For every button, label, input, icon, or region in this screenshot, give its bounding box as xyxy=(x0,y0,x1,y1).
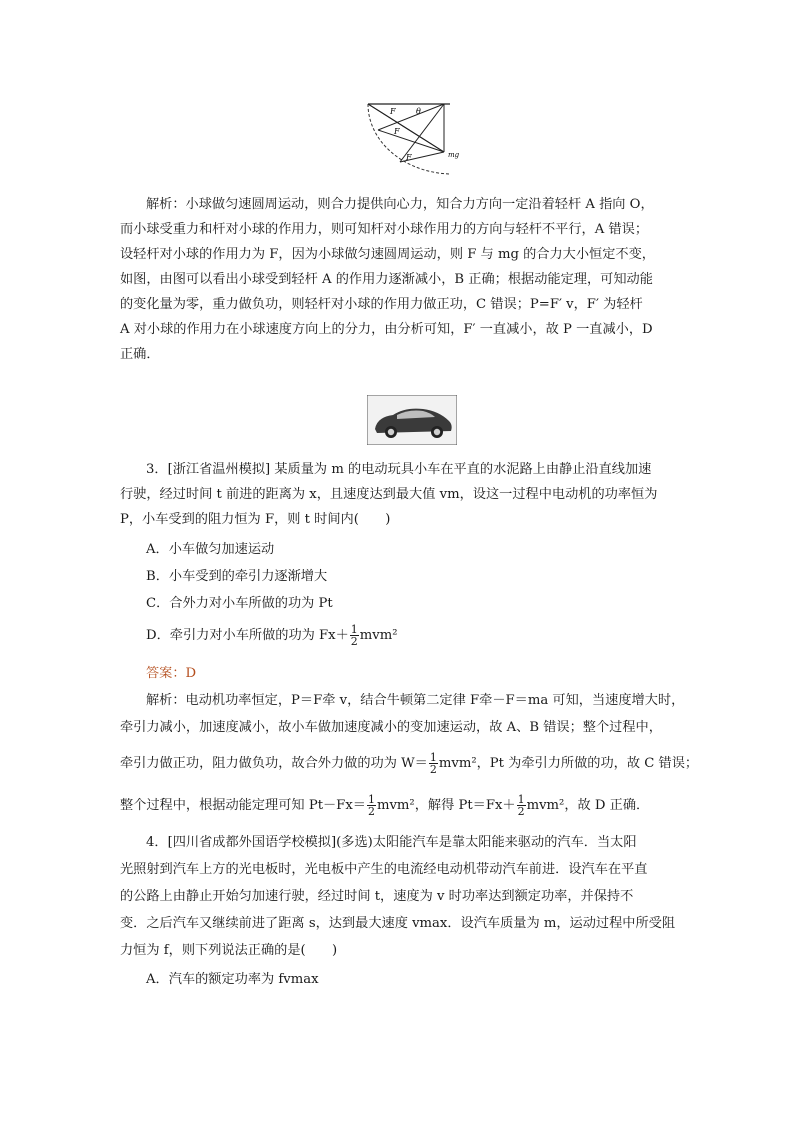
analysis-line-4: 如图，由图可以看出小球受到轻杆 A 的作用力逐渐减小，B 正确；根据动能定理，可知动能 xyxy=(120,272,653,287)
toy-car-image xyxy=(367,395,457,445)
q3-stem-line-1: 3．[浙江省温州模拟] 某质量为 m 的电动玩具小车在平直的水泥路上由静止沿直线加速 xyxy=(146,462,652,477)
analysis-line-1: 解析：小球做匀速圆周运动，则合力提供向心力，知合力方向一定沿着轻杆 A 指向 O， xyxy=(146,197,654,212)
q4-stem-line-5: 力恒为 f，则下列说法正确的是( ) xyxy=(120,943,338,958)
q3-analysis-line-1: 解析：电动机功率恒定，P＝F牵 v，结合牛顿第二定律 F牵－F＝ma 可知，当速度增大时， xyxy=(146,693,685,708)
q4-stem-line-3: 的公路上由静止开始匀加速行驶，经过时间 t，速度为 v 时功率达到额定功率，并保持不 xyxy=(120,889,634,904)
q3-option-c: C．合外力对小车所做的功为 Pt xyxy=(146,596,333,611)
analysis-line-5: 的变化量为零，重力做负功，则轻杆对小球的作用力做正功，C 错误；P=F′ v，F′ 为轻杆 xyxy=(120,297,643,312)
figure-label-F3: F xyxy=(406,153,412,162)
analysis-line-7: 正确． xyxy=(120,347,160,362)
q3-analysis-line-3: 牵引力做正功，阻力做负功，故合外力做的功为 W＝ $\frac{1}{2}$ mvm²，Pt 为牵引力所做的功，故 C 错误； xyxy=(120,751,699,776)
fraction-half: $\frac{1}{2}$ xyxy=(517,793,525,818)
analysis-line-2: 而小球受重力和杆对小球的作用力，则可知杆对小球作用力的方向与轻杆不平行，A 错误； xyxy=(120,222,649,237)
q3-analysis-line-4: 整个过程中，根据动能定理可知 Pt－Fx＝ $\frac{1}{2}$ mvm²，解得 Pt＝Fx＋ $\frac{1}{2}$ mvm²，故 D 正确． xyxy=(120,793,650,818)
fraction-half: $\frac{1}{2}$ xyxy=(367,793,375,818)
fraction-half: $\frac{1}{2}$ xyxy=(350,623,358,648)
figure-label-theta: θ xyxy=(416,107,421,116)
q3-option-d-suffix: mvm² xyxy=(359,628,398,643)
q3-option-d-prefix: D．牵引力对小车所做的功为 Fx＋ xyxy=(146,628,349,643)
fraction-half: $\frac{1}{2}$ xyxy=(429,751,437,776)
q3-stem-line-3: P，小车受到的阻力恒为 F，则 t 时间内( ) xyxy=(120,512,391,527)
q3-option-a: A．小车做匀加速运动 xyxy=(146,542,275,557)
q4-stem-line-2: 光照射到汽车上方的光电板时，光电板中产生的电流经电动机带动汽车前进．设汽车在平直 xyxy=(120,862,648,877)
analysis-line-6: A 对小球的作用力在小球速度方向上的分力，由分析可知，F′ 一直减小，故 P 一直减小，D xyxy=(120,322,653,337)
q3-analysis-line-2: 牵引力减小，加速度减小，故小车做加速度减小的变加速运动，故 A、B 错误；整个过程中， xyxy=(120,720,662,735)
q4-stem-line-4: 变．之后汽车又继续前进了距离 s，达到最大速度 vmax．设汽车质量为 m，运动过程中所受阻 xyxy=(120,916,676,931)
analysis-line-3: 设轻杆对小球的作用力为 F，因为小球做匀速圆周运动，则 F 与 mg 的合力大小恒定不变， xyxy=(120,247,655,262)
q4-option-a: A．汽车的额定功率为 fvmax xyxy=(146,972,319,987)
q3-option-b: B．小车受到的牵引力逐渐增大 xyxy=(146,569,328,584)
figure-label-mg: mg xyxy=(448,151,460,159)
q3-option-d xyxy=(146,624,398,647)
q3-stem-line-2: 行驶，经过时间 t 前进的距离为 x，且速度达到最大值 vm，设这一过程中电动机的功率恒为 xyxy=(120,487,658,502)
q4-stem-line-1: 4．[四川省成都外国语学校模拟](多选)太阳能汽车是靠太阳能来驱动的汽车．当太阳 xyxy=(146,835,637,850)
force-diagram-figure xyxy=(360,100,470,178)
figure-label-F2: F xyxy=(394,127,400,136)
figure-label-F1: F xyxy=(390,107,396,116)
q3-answer: 答案：D xyxy=(146,666,197,681)
